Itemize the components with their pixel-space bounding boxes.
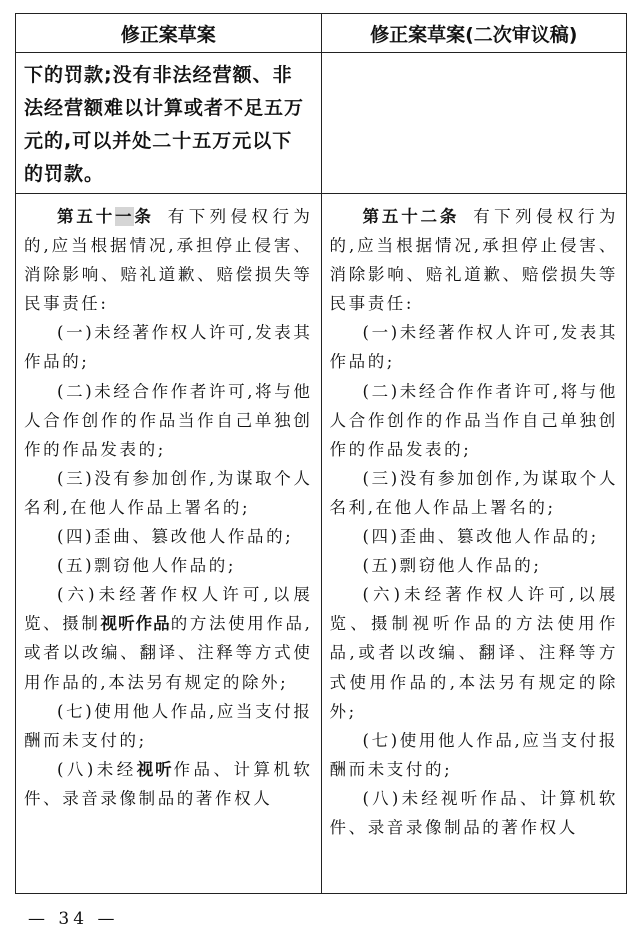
- header-draft: 修正案草案: [16, 14, 322, 53]
- left-item-6: (六)未经著作权人许可,以展览、摄制视听作品的方法使用作品,或者以改编、翻译、注释等方式使用作品的,本法另有规定的除外;: [24, 585, 313, 692]
- right-item-6: (六)未经著作权人许可,以展览、摄制视听作品的方法使用作品,或者以改编、翻译、注释等方式使用作品的,本法另有规定的除外;: [329, 585, 618, 721]
- left-item-8: (八)未经视听作品、计算机软件、录音录像制品的著作权人: [24, 759, 313, 808]
- left-item-5: (五)剽窃他人作品的;: [57, 556, 237, 576]
- left-intro: 第五十一条 有下列侵权行为的,应当根据情况,承担停止侵害、消除影响、赔礼道歉、赔偿损失等民事责任:: [24, 207, 313, 314]
- right-article-number: 第五十二条: [362, 207, 460, 226]
- right-intro: 第五十二条 有下列侵权行为的,应当根据情况,承担停止侵害、消除影响、赔礼道歉、赔偿损失等民事责任:: [329, 207, 619, 314]
- left-item-6-bold: 视听作品: [100, 614, 171, 634]
- right-item-1: (一)未经著作权人许可,发表其作品的;: [329, 323, 618, 372]
- right-article-cell: [321, 194, 627, 894]
- left-item-1: (一)未经著作权人许可,发表其作品的;: [24, 323, 313, 372]
- article-row: [16, 194, 627, 894]
- left-article: [16, 194, 321, 813]
- right-article: [322, 194, 627, 842]
- left-item-7: (七)使用他人作品,应当支付报酬而未支付的;: [24, 701, 313, 750]
- right-empty-cell: [321, 53, 627, 194]
- left-item-2: (二)未经合作作者许可,将与他人合作创作的作品当作自己单独创作的作品发表的;: [24, 381, 313, 459]
- right-item-2: (二)未经合作作者许可,将与他人合作创作的作品当作自己单独创作的作品发表的;: [329, 381, 618, 459]
- comparison-table: [15, 13, 627, 894]
- right-item-7: (七)使用他人作品,应当支付报酬而未支付的;: [329, 730, 618, 779]
- right-item-3: (三)没有参加创作,为谋取个人名利,在他人作品上署名的;: [329, 468, 618, 517]
- header-row: [16, 14, 627, 53]
- left-item-3: (三)没有参加创作,为谋取个人名利,在他人作品上署名的;: [24, 468, 313, 517]
- continuation-row: [16, 53, 627, 194]
- left-article-number: 第五十一条: [57, 207, 154, 226]
- left-article-cell: [16, 194, 322, 894]
- continuation-text: 下的罚款;没有非法经营额、非法经营额难以计算或者不足五万元的,可以并处二十五万元以下的罚款。: [24, 64, 305, 185]
- right-item-4: (四)歪曲、篡改他人作品的;: [362, 527, 599, 547]
- struck-character: 一: [115, 207, 135, 226]
- left-continuation-cell: [16, 53, 322, 194]
- right-item-8: (八)未经视听作品、计算机软件、录音录像制品的著作权人: [329, 788, 618, 837]
- left-item-4: (四)歪曲、篡改他人作品的;: [57, 527, 294, 547]
- header-second-draft: 修正案草案(二次审议稿): [321, 14, 627, 53]
- page-number: — 34 —: [28, 909, 119, 929]
- right-item-5: (五)剽窃他人作品的;: [362, 556, 542, 576]
- left-item-8-bold: 视听: [136, 759, 174, 779]
